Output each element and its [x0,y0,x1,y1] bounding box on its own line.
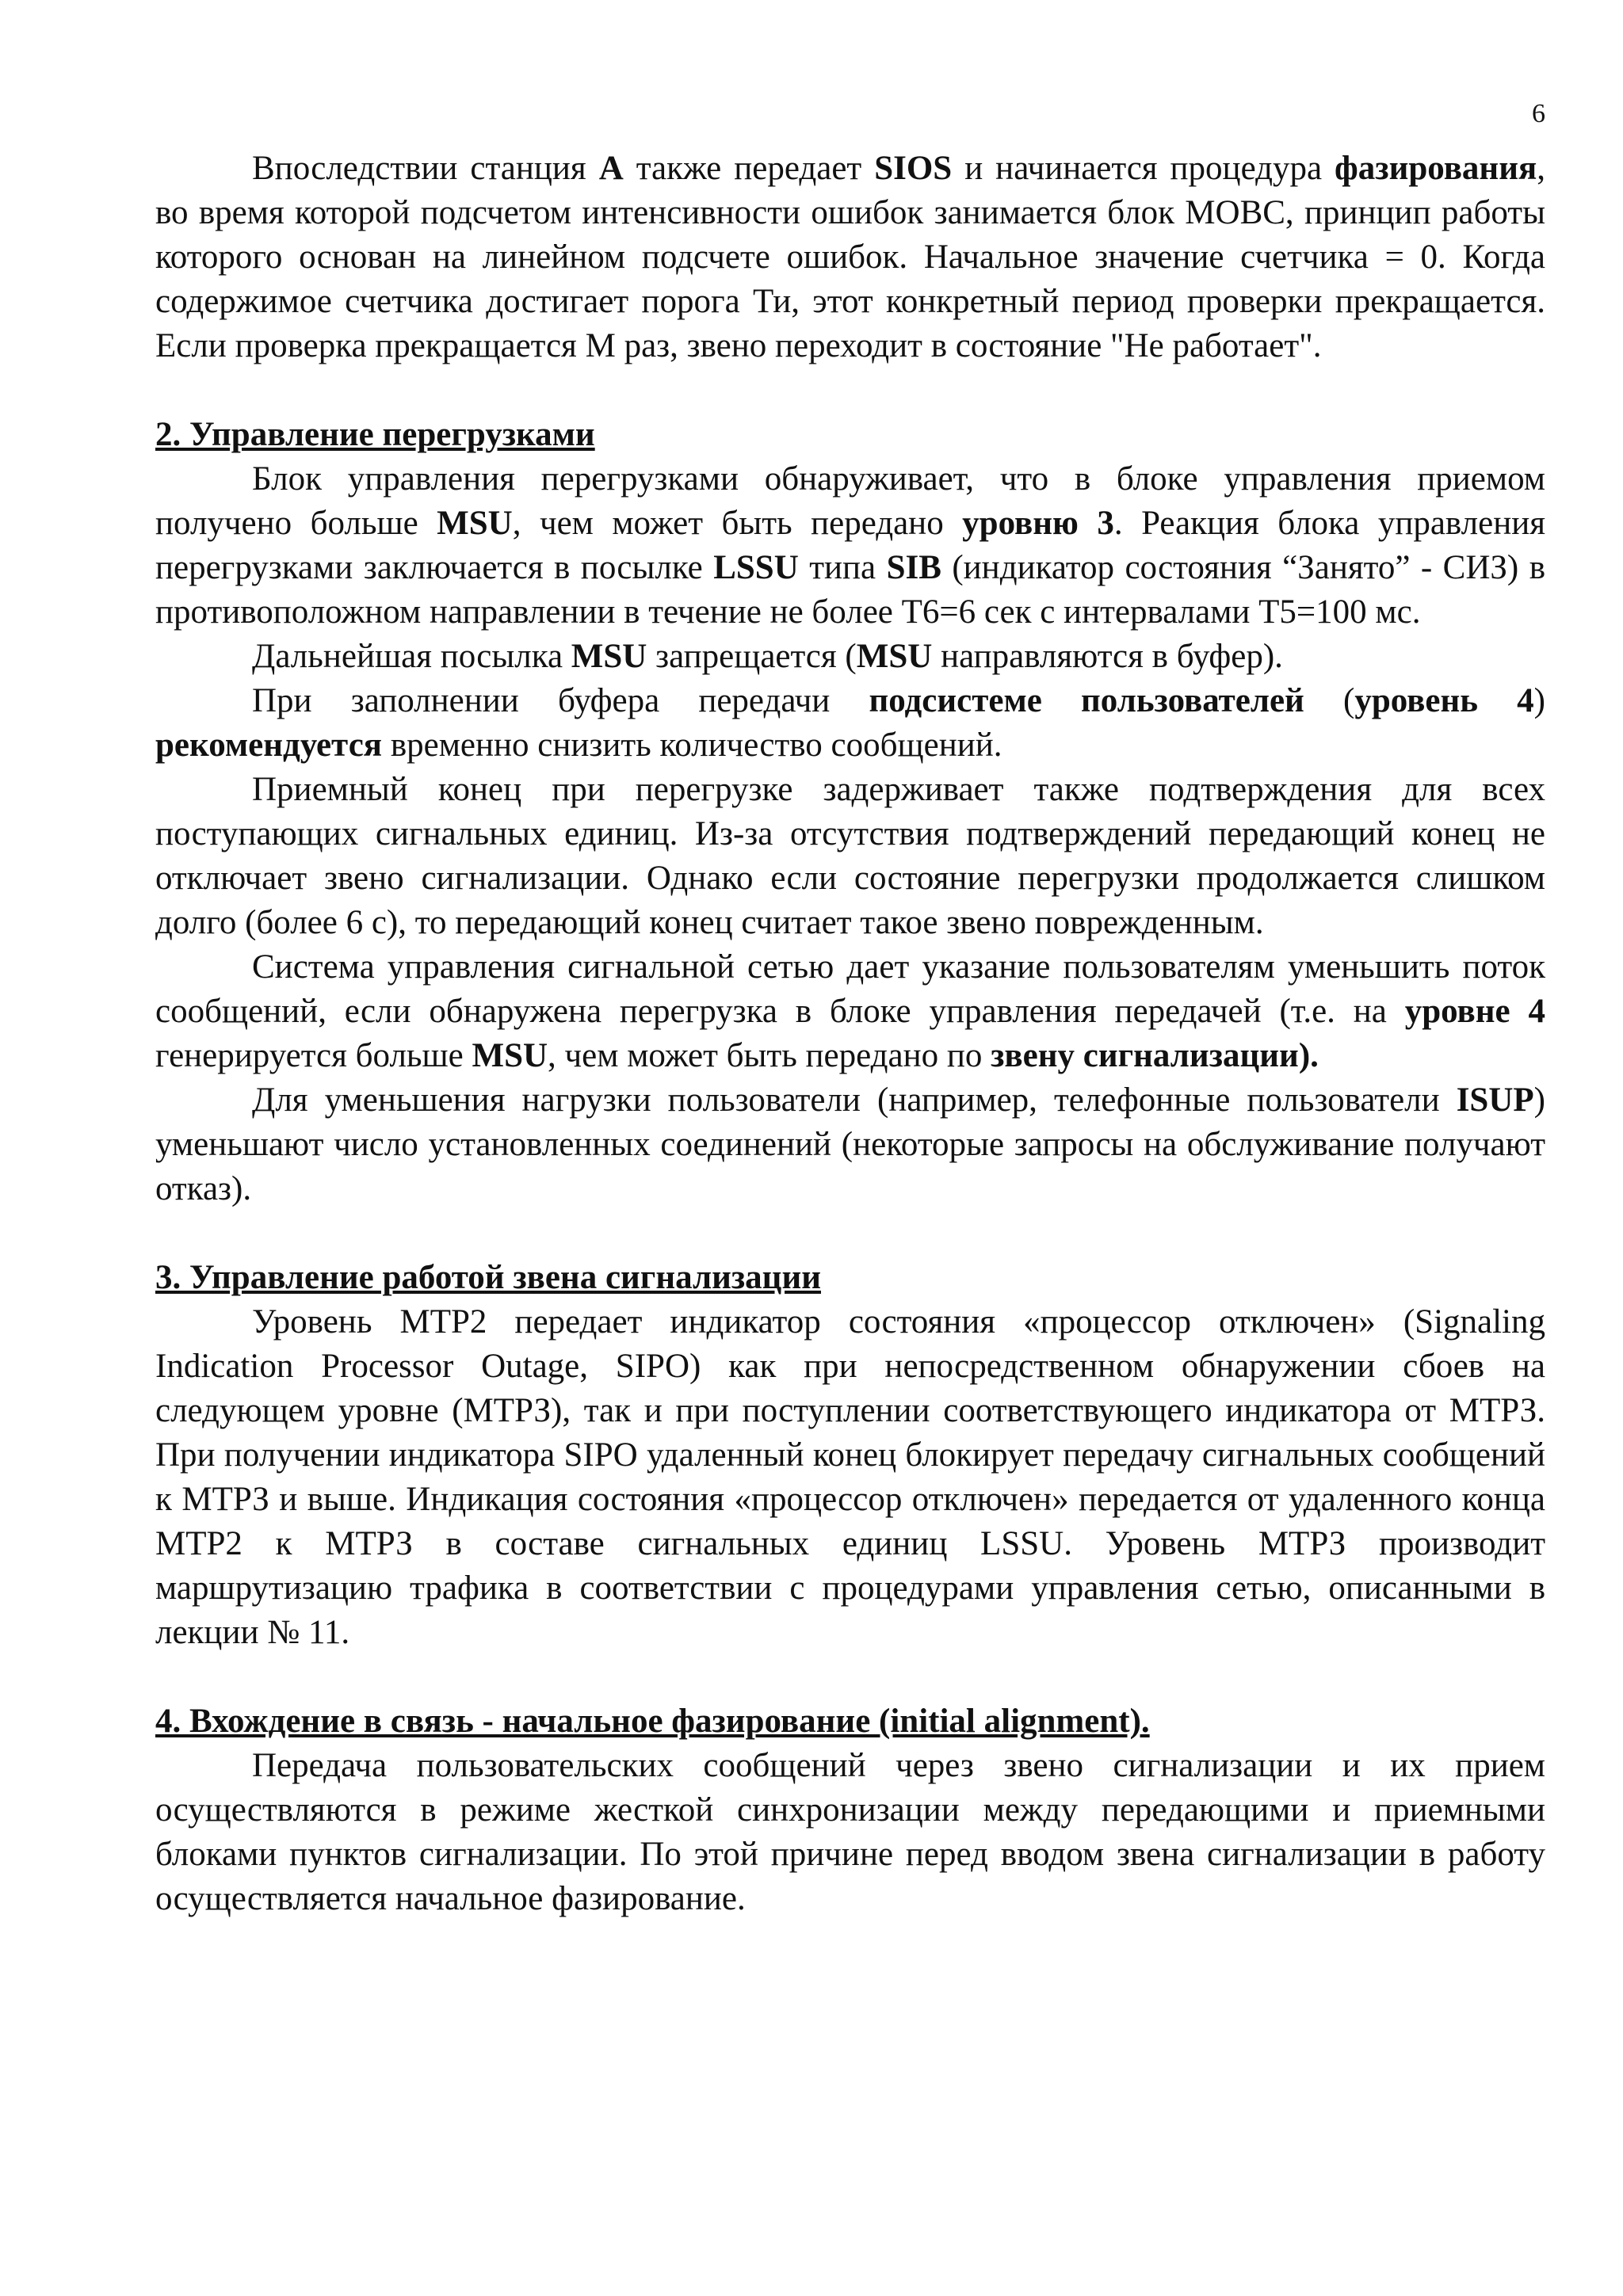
section-gap [155,368,1545,413]
paragraph-network-management: Система управления сигнальной сетью дает указание пользователям уменьшить поток сообщений, если обнаружена перегрузка в блоке управления передачей (т.е. на уровне 4 генерируется больше MSU, чем может быть передано по звену сигнализации). [155,948,1545,1074]
paragraph-msu-buffer: Дальнейшая посылка MSU запрещается (MSU направляются в буфер). [252,638,1283,675]
heading-link-operation-control: 3. Управление работой звена сигнализации [155,1259,821,1296]
paragraph-phasing: Впоследствии станция A также передает SIOS и начинается процедура фазирования, во время которой подсчетом интенсивности ошибок занимается блок МОВС, принцип работы которого основан на линейном подсчете ошибок. Начальное значение счетчика = 0. Когда содержимое счетчика достигает порога Ти, этот конкретный период проверки прекращается. Если проверка прекращается М раз, звено переходит в состояние "Не работает". [155,150,1545,364]
heading-initial-alignment: 4. Вхождение в связь - начальное фазирование (initial alignment). [155,1703,1150,1740]
paragraph-synchronization: Передача пользовательских сообщений через звено сигнализации и их прием осуществляются в режиме жесткой синхронизации между передающими и приемными блоками пунктов сигнализации. По этой причине перед вводом звена сигнализации в работу осуществляется начальное фазирование. [155,1747,1545,1917]
page-number: 6 [1532,99,1545,128]
paragraph-processor-outage: Уровень МТР2 передает индикатор состояния «процессор отключен» (Signaling Indication Processor Outage, SIPO) как при непосредственном обнаружении сбоев на следующем уровне (МТРЗ), так и при поступлении соответствующего индикатора от МТРЗ. При получении индикатора SIPO удаленный конец блокирует передачу сигнальных сообщений к МТРЗ и выше. Индикация состояния «процессор отключен» передается от удаленного конца МТР2 к МТРЗ в составе сигнальных единиц LSSU. Уровень МТРЗ производит маршрутизацию трафика в соответствии с процедурами управления сетью, описанными в лекции № 11. [155,1303,1545,1651]
paragraph-load-reduction: Для уменьшения нагрузки пользователи (например, телефонные пользователи ISUP) уменьшают число установленных соединений (некоторые запросы на обслуживание получают отказ). [155,1081,1545,1207]
section-gap [155,1655,1545,1699]
section-gap [155,1211,1545,1256]
paragraph-receiving-end: Приемный конец при перегрузке задерживает также подтверждения для всех поступающих сигнальных единиц. Из-за отсутствия подтверждений передающий конец не отключает звено сигнализации. Однако если состояние перегрузки продолжается слишком долго (более 6 с), то передающий конец считает такое звено поврежденным. [155,771,1545,941]
heading-congestion-control: 2. Управление перегрузками [155,416,595,453]
paragraph-congestion-detection: Блок управления перегрузками обнаруживает, что в блоке управления приемом получено больше MSU, чем может быть передано уровню 3. Реакция блока управления перегрузками заключается в посылке LSSU типа SIB (индикатор состояния “Занято” - СИЗ) в противоположном направлении в течение не более Т6=6 сек с интервалами Т5=100 мс. [155,460,1546,631]
paragraph-buffer-full: При заполнении буфера передачи подсистеме пользователей (уровень 4) рекомендуется временно снизить количество сообщений. [155,682,1545,764]
